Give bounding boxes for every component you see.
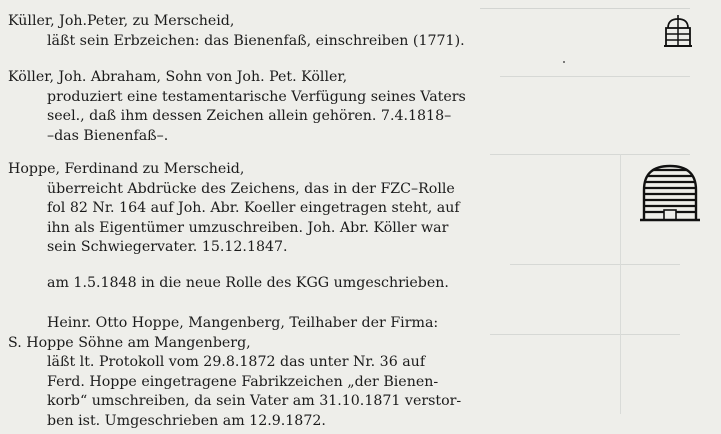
entry-heading: Hoppe, Ferdinand zu Merscheid,: [8, 161, 245, 177]
entry-heading: Heinr. Otto Hoppe, Mangenberg, Teilhaber der Firma:: [47, 315, 439, 331]
entry-heading: Küller, Joh.Peter, zu Merscheid,: [8, 13, 235, 29]
beehive-barrel-mark-icon: [662, 14, 694, 52]
entry-text-line: läßt lt. Protokoll vom 29.8.1872 das unter Nr. 36 auf: [47, 354, 426, 371]
entry-rolle-kgg: [8, 274, 449, 294]
entry-text-line: fol 82 Nr. 164 auf Joh. Abr. Koeller eingetragen steht, auf: [47, 200, 460, 217]
entry-hoppe-ferdinand: [8, 160, 460, 258]
entry-text-line: korb“ umschreiben, da sein Vater am 31.10.1871 verstor-: [47, 393, 462, 410]
entry-text-line: am 1.5.1848 in die neue Rolle des KGG umgeschrieben.: [47, 275, 449, 291]
entry-hoppe-heinr-otto: [8, 314, 461, 432]
speck: [563, 61, 565, 63]
entry-heading: Köller, Joh. Abraham, Sohn von Joh. Pet. Köller,: [8, 69, 348, 85]
entry-text-line: überreicht Abdrücke des Zeichens, das in der FZC–Rolle: [47, 180, 455, 197]
beehive-skep-mark-icon: [638, 162, 702, 224]
entry-text-line: ben ist. Umgeschrieben am 12.9.1872.: [47, 412, 326, 429]
entry-kueller-johpeter: [8, 12, 465, 51]
entry-text-line: seel., daß ihm dessen Zeichen allein gehören. 7.4.1818–: [47, 108, 452, 125]
entry-text-line: S. Hoppe Söhne am Mangenberg,: [8, 334, 251, 351]
entry-text-line: läßt sein Erbzeichen: das Bienenfaß, einschreiben (1771).: [47, 32, 465, 49]
entry-text-line: Ferd. Hoppe eingetragene Fabrikzeichen „der Bienen-: [47, 373, 439, 390]
entry-text-line: produziert eine testamentarische Verfügung seines Vaters: [47, 88, 466, 105]
entry-text-line: sein Schwiegervater. 15.12.1847.: [47, 239, 288, 256]
entry-koeller-johabraham: [8, 68, 466, 146]
entry-text-line: –das Bienenfaß–.: [47, 127, 169, 144]
entry-text-line: ihn als Eigentümer umzuschreiben. Joh. Abr. Köller war: [47, 219, 449, 236]
